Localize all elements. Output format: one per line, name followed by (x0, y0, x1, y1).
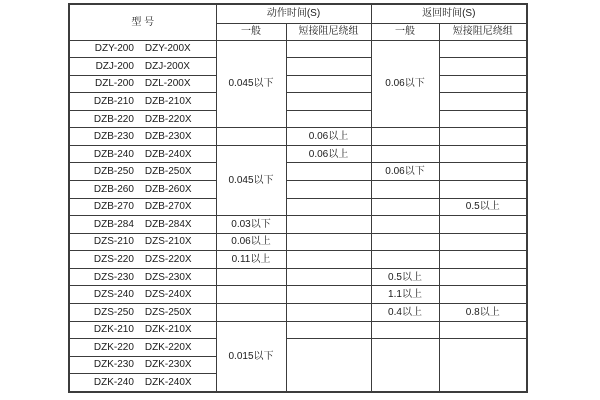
ret-general-cell (371, 181, 439, 199)
act-damping-cell: 0.06以上 (286, 145, 371, 163)
model-text: DZS-230 (93, 271, 134, 283)
model-text: DZY-200X (144, 43, 191, 55)
ret-general-cell (371, 321, 439, 339)
table-row (69, 181, 527, 199)
act-damping-cell (286, 339, 371, 392)
table-row (69, 145, 527, 163)
table-row (69, 303, 527, 321)
model-text: DZB-210X (144, 95, 192, 107)
act-damping-cell (286, 163, 371, 181)
ret-damping-cell (439, 163, 527, 181)
model-text: DZK-220 (93, 341, 134, 353)
ret-damping-cell (439, 75, 527, 93)
model-text: DZB-284X (144, 218, 192, 230)
model-pair (70, 131, 216, 142)
model-pair (70, 43, 216, 54)
table-row (69, 75, 527, 93)
ret-damping-cell (439, 233, 527, 251)
model-pair (70, 149, 216, 160)
act-damping-cell (286, 58, 371, 76)
table-row (69, 339, 527, 357)
model-text: DZB-250X (144, 166, 192, 178)
model-text: DZS-240X (144, 289, 192, 301)
ret-damping-cell (439, 145, 527, 163)
table-row (69, 93, 527, 111)
model-text: DZY-200 (94, 43, 134, 55)
spec-table (68, 3, 528, 393)
ret-general-cell (371, 251, 439, 269)
table-row (69, 216, 527, 234)
act-general-cell: 0.11以上 (216, 251, 286, 269)
ret-damping-cell (439, 181, 527, 199)
act-general-cell (216, 268, 286, 286)
header-model: 型 号 (69, 4, 216, 40)
model-cell (69, 286, 216, 304)
header-return-general: 一般 (371, 23, 439, 40)
ret-damping-cell (439, 268, 527, 286)
model-cell (69, 216, 216, 234)
model-pair (70, 78, 216, 89)
act-damping-cell (286, 75, 371, 93)
model-pair (70, 359, 216, 370)
ret-general-cell: 1.1以上 (371, 286, 439, 304)
table-row (69, 321, 527, 339)
model-cell (69, 268, 216, 286)
model-cell (69, 356, 216, 374)
table-row (69, 128, 527, 146)
ret-damping-cell (439, 40, 527, 58)
model-pair (70, 96, 216, 107)
model-text: DZB-284 (93, 218, 134, 230)
table-row (69, 268, 527, 286)
model-cell (69, 75, 216, 93)
model-text: DZB-230 (93, 131, 134, 143)
model-pair (70, 342, 216, 353)
model-text: DZK-210X (144, 324, 192, 336)
model-pair (70, 61, 216, 72)
model-text: DZS-250X (144, 306, 192, 318)
header-action-general: 一般 (216, 23, 286, 40)
act-general-cell (216, 286, 286, 304)
header-action-time: 动作时间(S) (216, 4, 371, 23)
model-cell (69, 339, 216, 357)
model-text: DZB-240X (144, 148, 192, 160)
model-pair (70, 254, 216, 265)
model-text: DZL-200X (144, 78, 191, 90)
act-damping-cell (286, 233, 371, 251)
table-row (69, 286, 527, 304)
model-cell (69, 110, 216, 128)
model-text: DZB-270X (144, 201, 192, 213)
model-text: DZS-230X (144, 271, 192, 283)
ret-damping-cell (439, 128, 527, 146)
table-row (69, 251, 527, 269)
model-cell (69, 128, 216, 146)
act-general-cell (216, 128, 286, 146)
model-text: DZS-220X (144, 254, 192, 266)
model-text: DZB-220X (144, 113, 192, 125)
model-text: DZB-220 (93, 113, 134, 125)
act-damping-cell (286, 93, 371, 111)
model-text: DZK-230X (144, 359, 192, 371)
act-damping-cell (286, 110, 371, 128)
model-pair (70, 324, 216, 335)
act-general-cell: 0.03以下 (216, 216, 286, 234)
act-general-cell: 0.045以下 (216, 145, 286, 215)
model-cell (69, 93, 216, 111)
ret-general-cell (371, 198, 439, 216)
act-general-cell (216, 303, 286, 321)
header-action-damping: 短接阻尼绕组 (286, 23, 371, 40)
model-text: DZJ-200 (95, 60, 134, 72)
ret-damping-cell (439, 321, 527, 339)
ret-general-cell (371, 339, 439, 392)
model-cell (69, 40, 216, 58)
ret-damping-cell (439, 58, 527, 76)
ret-damping-cell (439, 251, 527, 269)
model-cell (69, 233, 216, 251)
model-text: DZS-210 (93, 236, 134, 248)
model-cell (69, 198, 216, 216)
table-row (69, 40, 527, 58)
model-pair (70, 114, 216, 125)
model-text: DZJ-200X (144, 60, 190, 72)
model-cell (69, 303, 216, 321)
model-pair (70, 219, 216, 230)
act-damping-cell: 0.06以上 (286, 128, 371, 146)
act-damping-cell (286, 321, 371, 339)
model-text: DZL-200 (95, 78, 134, 90)
model-cell (69, 145, 216, 163)
act-damping-cell (286, 40, 371, 58)
model-cell (69, 321, 216, 339)
act-general-cell: 0.06以上 (216, 233, 286, 251)
act-general-cell: 0.015以下 (216, 321, 286, 392)
ret-general-cell: 0.5以上 (371, 268, 439, 286)
table-row (69, 163, 527, 181)
ret-general-cell (371, 216, 439, 234)
model-cell (69, 251, 216, 269)
model-cell (69, 181, 216, 199)
act-damping-cell (286, 181, 371, 199)
ret-general-cell (371, 145, 439, 163)
act-general-cell: 0.045以下 (216, 40, 286, 128)
ret-damping-cell (439, 216, 527, 234)
model-text: DZB-250 (93, 166, 134, 178)
model-text: DZK-240 (93, 377, 134, 389)
model-pair (70, 377, 216, 388)
ret-general-cell (371, 233, 439, 251)
model-text: DZK-240X (144, 377, 192, 389)
model-cell (69, 163, 216, 181)
ret-general-cell (371, 128, 439, 146)
ret-damping-cell (439, 286, 527, 304)
model-pair (70, 184, 216, 195)
act-damping-cell (286, 251, 371, 269)
table-row (69, 198, 527, 216)
ret-general-cell: 0.06以下 (371, 40, 439, 128)
ret-damping-cell: 0.8以上 (439, 303, 527, 321)
model-text: DZS-240 (93, 289, 134, 301)
model-text: DZK-210 (93, 324, 134, 336)
model-text: DZB-230X (144, 131, 192, 143)
act-damping-cell (286, 268, 371, 286)
table-row (69, 233, 527, 251)
model-text: DZB-270 (93, 201, 134, 213)
model-text: DZB-240 (93, 148, 134, 160)
table-row (69, 58, 527, 76)
header-return-time: 返回时间(S) (371, 4, 527, 23)
ret-damping-cell (439, 339, 527, 392)
model-pair (70, 307, 216, 318)
model-text: DZK-220X (144, 341, 192, 353)
model-text: DZB-260 (93, 183, 134, 195)
act-damping-cell (286, 216, 371, 234)
model-text: DZS-250 (93, 306, 134, 318)
ret-damping-cell (439, 93, 527, 111)
model-pair (70, 236, 216, 247)
table-row (69, 110, 527, 128)
act-damping-cell (286, 303, 371, 321)
model-cell (69, 58, 216, 76)
model-text: DZS-220 (93, 254, 134, 266)
ret-damping-cell (439, 110, 527, 128)
act-damping-cell (286, 198, 371, 216)
header-return-damping: 短接阻尼绕组 (439, 23, 527, 40)
model-text: DZK-230 (93, 359, 134, 371)
model-text: DZB-260X (144, 183, 192, 195)
model-text: DZB-210 (93, 95, 134, 107)
ret-general-cell: 0.4以上 (371, 303, 439, 321)
model-text: DZS-210X (144, 236, 192, 248)
model-pair (70, 272, 216, 283)
model-pair (70, 166, 216, 177)
model-pair (70, 201, 216, 212)
model-pair (70, 289, 216, 300)
ret-damping-cell: 0.5以上 (439, 198, 527, 216)
act-damping-cell (286, 286, 371, 304)
ret-general-cell: 0.06以下 (371, 163, 439, 181)
model-cell (69, 374, 216, 392)
